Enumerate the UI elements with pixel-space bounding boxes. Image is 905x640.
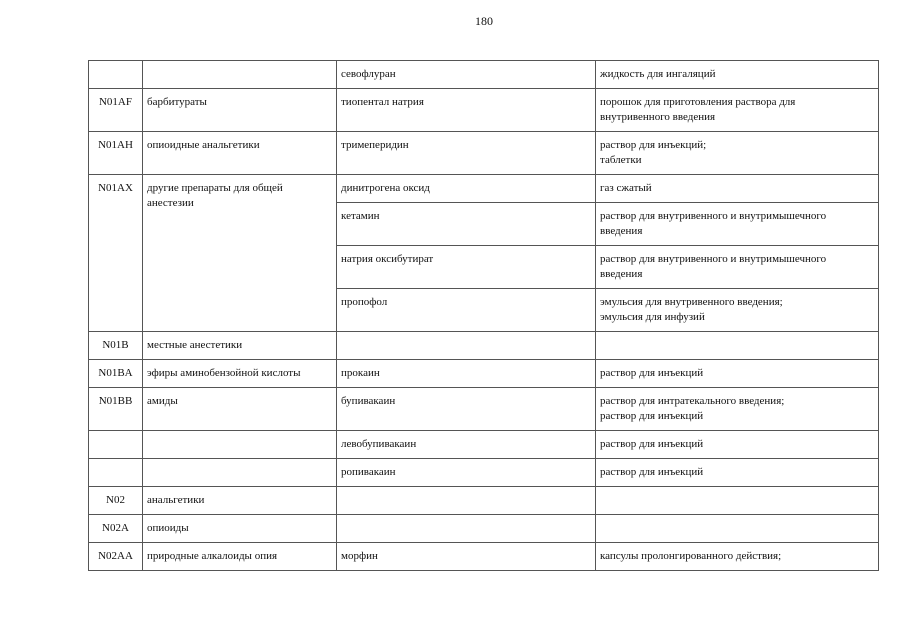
dosage-form-cell: [596, 487, 879, 515]
atc-code-cell: N01BB: [89, 388, 143, 431]
drug-name-cell: левобупивакаин: [337, 431, 596, 459]
dosage-form-cell: [596, 203, 879, 246]
atc-code-cell: N01BA: [89, 360, 143, 388]
dosage-form-line: раствор для инъекций: [600, 466, 704, 478]
atc-code-cell: [89, 431, 143, 459]
dosage-form-line: капсулы пролонгированного действия;: [600, 550, 782, 562]
group-name-cell: опиоиды: [143, 515, 337, 543]
dosage-form-cell: [596, 246, 879, 289]
group-name-cell: анальгетики: [143, 487, 337, 515]
dosage-form-cell: [596, 515, 879, 543]
atc-code-cell: [89, 459, 143, 487]
dosage-form-line: раствор для инъекций: [600, 410, 704, 422]
page-number: 180: [475, 14, 493, 28]
group-name-cell: эфиры аминобензойной кислоты: [143, 360, 337, 388]
group-name-cell: опиоидные анальгетики: [143, 132, 337, 175]
atc-code-cell: N01B: [89, 332, 143, 360]
dosage-form-cell: [596, 388, 879, 431]
dosage-form-cell: [596, 175, 879, 203]
atc-code-cell: N02AA: [89, 543, 143, 571]
dosage-form-line: введения: [600, 225, 643, 237]
table-row: [89, 175, 879, 203]
drug-name-cell: тиопентал натрия: [337, 89, 596, 132]
atc-code-cell: N01AF: [89, 89, 143, 132]
group-name-cell: [143, 431, 337, 459]
dosage-form-cell: [596, 332, 879, 360]
table-row: [89, 515, 879, 543]
drug-name-cell: прокаин: [337, 360, 596, 388]
dosage-form-cell: [596, 61, 879, 89]
drug-name-cell: ропивакаин: [337, 459, 596, 487]
drug-name-cell: морфин: [337, 543, 596, 571]
drug-name-cell: пропофол: [337, 289, 596, 332]
table-row: [89, 487, 879, 515]
atc-code-cell: N01AX: [89, 175, 143, 332]
group-name-cell: природные алкалоиды опия: [143, 543, 337, 571]
dosage-form-line: эмульсия для внутривенного введения;: [600, 296, 783, 308]
table-row: [89, 543, 879, 571]
dosage-form-line: раствор для инъекций: [600, 438, 704, 450]
table-row: [89, 132, 879, 175]
drug-name-cell: [337, 515, 596, 543]
atc-code-cell: [89, 61, 143, 89]
drug-name-cell: тримеперидин: [337, 132, 596, 175]
atc-code-cell: N01AH: [89, 132, 143, 175]
drug-name-cell: [337, 332, 596, 360]
drug-name-cell: [337, 487, 596, 515]
drug-name-cell: динитрогена оксид: [337, 175, 596, 203]
dosage-form-line: внутривенного введения: [600, 111, 716, 123]
atc-code-cell: N02: [89, 487, 143, 515]
table-row: [89, 388, 879, 431]
table-row: [89, 61, 879, 89]
drug-name-cell: севофлуран: [337, 61, 596, 89]
dosage-form-cell: [596, 289, 879, 332]
dosage-form-cell: [596, 431, 879, 459]
dosage-form-line: раствор для внутривенного и внутримышечного: [600, 253, 827, 265]
table-row: [89, 332, 879, 360]
atc-code-cell: N02A: [89, 515, 143, 543]
drug-name-cell: бупивакаин: [337, 388, 596, 431]
drug-name-cell: кетамин: [337, 203, 596, 246]
table-row: [89, 459, 879, 487]
dosage-form-cell: [596, 132, 879, 175]
group-name-cell: [143, 61, 337, 89]
dosage-form-line: таблетки: [600, 154, 642, 166]
group-name-cell: [143, 459, 337, 487]
dosage-form-line: раствор для инъекций: [600, 367, 704, 379]
dosage-form-line: жидкость для ингаляций: [600, 68, 716, 80]
table-row: [89, 431, 879, 459]
dosage-form-line: раствор для инъекций;: [600, 139, 707, 151]
dosage-form-line: эмульсия для инфузий: [600, 311, 705, 323]
table-row: [89, 360, 879, 388]
group-name-cell: амиды: [143, 388, 337, 431]
dosage-form-line: введения: [600, 268, 643, 280]
drug-classification-table: [88, 60, 879, 571]
dosage-form-cell: [596, 89, 879, 132]
dosage-form-cell: [596, 360, 879, 388]
group-name-line: анестезии: [147, 197, 194, 209]
dosage-form-line: газ сжатый: [600, 182, 652, 194]
drug-name-cell: натрия оксибутират: [337, 246, 596, 289]
group-name-cell: местные анестетики: [143, 332, 337, 360]
dosage-form-line: раствор для интратекального введения;: [600, 395, 785, 407]
table-row: [89, 89, 879, 132]
dosage-form-cell: [596, 459, 879, 487]
dosage-form-line: раствор для внутривенного и внутримышечного: [600, 210, 827, 222]
group-name-line: другие препараты для общей: [147, 182, 283, 194]
group-name-cell: барбитураты: [143, 89, 337, 132]
dosage-form-line: порошок для приготовления раствора для: [600, 96, 796, 108]
group-name-cell: [143, 175, 337, 332]
dosage-form-cell: [596, 543, 879, 571]
